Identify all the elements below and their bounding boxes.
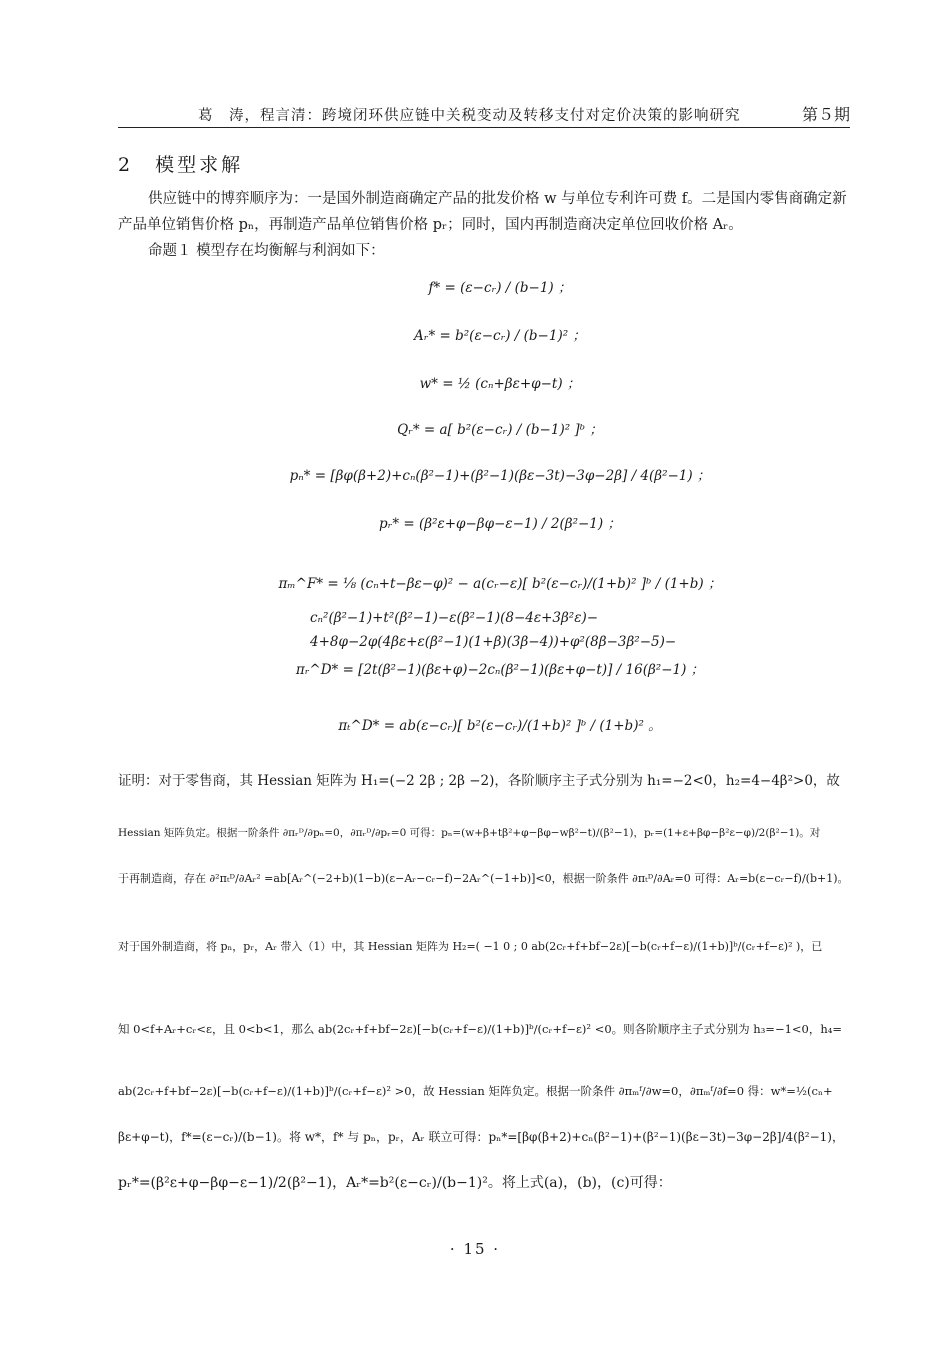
section-heading: 2 模型求解 bbox=[118, 154, 244, 176]
equation-pi-r-numerator-line2: 4+8φ−2φ(4βε+ε(β²−1)(1+β)(3β−4))+φ²(8β−3β²−5)− bbox=[310, 634, 677, 650]
running-title: 葛 涛，程言清：跨境闭环供应链中关税变动及转移支付对定价决策的影响研究 bbox=[198, 108, 741, 124]
proof-line: βε+φ−t)，f*=(ε−cᵣ)/(b−1)。将 w*，f* 与 pₙ，pᵣ，Aᵣ 联立可得：pₙ*=[βφ(β+2)+cₙ(β²−1)+(β²−1)(βε−3t)−3φ−2β]/4(β²−1)， bbox=[118, 1130, 844, 1144]
equation-pn: pₙ* = [βφ(β+2)+cₙ(β²−1)+(β²−1)(βε−3t)−3φ−2β] / 4(β²−1) ； bbox=[289, 468, 711, 484]
proof-line: 于再制造商，存在 ∂²πₜᴰ/∂Aᵣ² =ab[Aᵣ^(−2+b)(1−b)(ε−Aᵣ−cᵣ−f)−2Aᵣ^(−1+b)]<0，根据一阶条件 ∂πₜᴰ/∂Aᵣ=0 可得：Aᵣ=b(ε−cᵣ−f)/(b+1)。 bbox=[118, 872, 849, 885]
proof-line: pᵣ*=(β²ε+φ−βφ−ε−1)/2(β²−1)，Aᵣ*=b²(ε−cᵣ)/(b−1)²。将上式(a)，(b)，(c)可得： bbox=[118, 1175, 672, 1191]
running-header bbox=[118, 104, 850, 126]
paragraph-game-order: 供应链中的博弈顺序为：一是国外制造商确定产品的批发价格 w 与单位专利许可费 f。二是国内零售商确定新产品单位销售价格 pₙ，再制造产品单位销售价格 pᵣ；同时，国内再制造商决定单位回收价格 Aᵣ。 bbox=[118, 191, 847, 233]
equation-f: f* = (ε−cᵣ) / (b−1) ； bbox=[428, 280, 572, 296]
equation-w: w* = ½ (cₙ+βε+φ−t) ； bbox=[419, 376, 581, 392]
equation-pr: pᵣ* = (β²ε+φ−βφ−ε−1) / 2(β²−1) ； bbox=[379, 516, 621, 532]
proof-line: 证明：对于零售商，其 Hessian 矩阵为 H₁=(−2 2β ; 2β −2)，各阶顺序主子式分别为 h₁=−2<0，h₂=4−4β²>0，故 bbox=[118, 773, 840, 789]
proof-line: ab(2cᵣ+f+bf−2ε)[−b(cᵣ+f−ε)/(1+b)]ᵇ/(cᵣ+f−ε)² >0，故 Hessian 矩阵负定。根据一阶条件 ∂πₘᶠ/∂w=0，∂πₘᶠ/∂f=0 得：w*=½(cₙ+ bbox=[118, 1084, 833, 1098]
proposition-1: 命题１ 模型存在均衡解与利润如下： bbox=[148, 243, 385, 259]
issue-number: 第５期 bbox=[801, 105, 850, 124]
header-rule bbox=[118, 127, 850, 128]
equation-pi-t: πₜ^D* = ab(ε−cᵣ)[ b²(ε−cᵣ)/(1+b)² ]ᵇ / (1+b)² 。 bbox=[338, 718, 662, 734]
page-number: · 15 · bbox=[449, 1240, 501, 1258]
equation-pi-r-numerator-line1: cₙ²(β²−1)+t²(β²−1)−ε(β²−1)(8−4ε+3β²ε)− bbox=[310, 610, 599, 626]
equation-pi-r: πᵣ^D* = [2t(β²−1)(βε+φ)−2cₙ(β²−1)(βε+φ−t)] / 16(β²−1) ； bbox=[295, 662, 705, 678]
equation-Ar: Aᵣ* = b²(ε−cᵣ) / (b−1)² ； bbox=[414, 328, 586, 344]
proof-line: 知 0<f+Aᵣ+cᵣ<ε，且 0<b<1，那么 ab(2cᵣ+f+bf−2ε)[−b(cᵣ+f−ε)/(1+b)]ᵇ/(cᵣ+f−ε)² <0。则各阶顺序主子式分别为 h₃=−1<0，h₄= bbox=[118, 1022, 843, 1036]
equation-Qr: Qᵣ* = a[ b²(ε−cᵣ) / (b−1)² ]ᵇ ； bbox=[397, 422, 603, 438]
equation-pi-m: πₘ^F* = ⅛ (cₙ+t−βε−φ)² − a(cᵣ−ε)[ b²(ε−cᵣ)/(1+b)² ]ᵇ / (1+b) ； bbox=[278, 576, 722, 592]
proof-line: 对于国外制造商，将 pₙ，pᵣ，Aᵣ 带入（1）中，其 Hessian 矩阵为 H₂=( −1 0 ; 0 ab(2cᵣ+f+bf−2ε)[−b(cᵣ+f−ε)/(1+b)]ᵇ/(cᵣ+f−ε)² )，已 bbox=[118, 940, 823, 953]
proof-line: Hessian 矩阵负定。根据一阶条件 ∂πᵣᴰ/∂pₙ=0，∂πᵣᴰ/∂pᵣ=0 可得：pₙ=(w+β+tβ²+φ−βφ−wβ²−t)/(β²−1)，pᵣ=(1+ε+βφ−β²ε−φ)/2(β²−1)。对 bbox=[118, 827, 821, 839]
equation-block bbox=[250, 270, 750, 734]
